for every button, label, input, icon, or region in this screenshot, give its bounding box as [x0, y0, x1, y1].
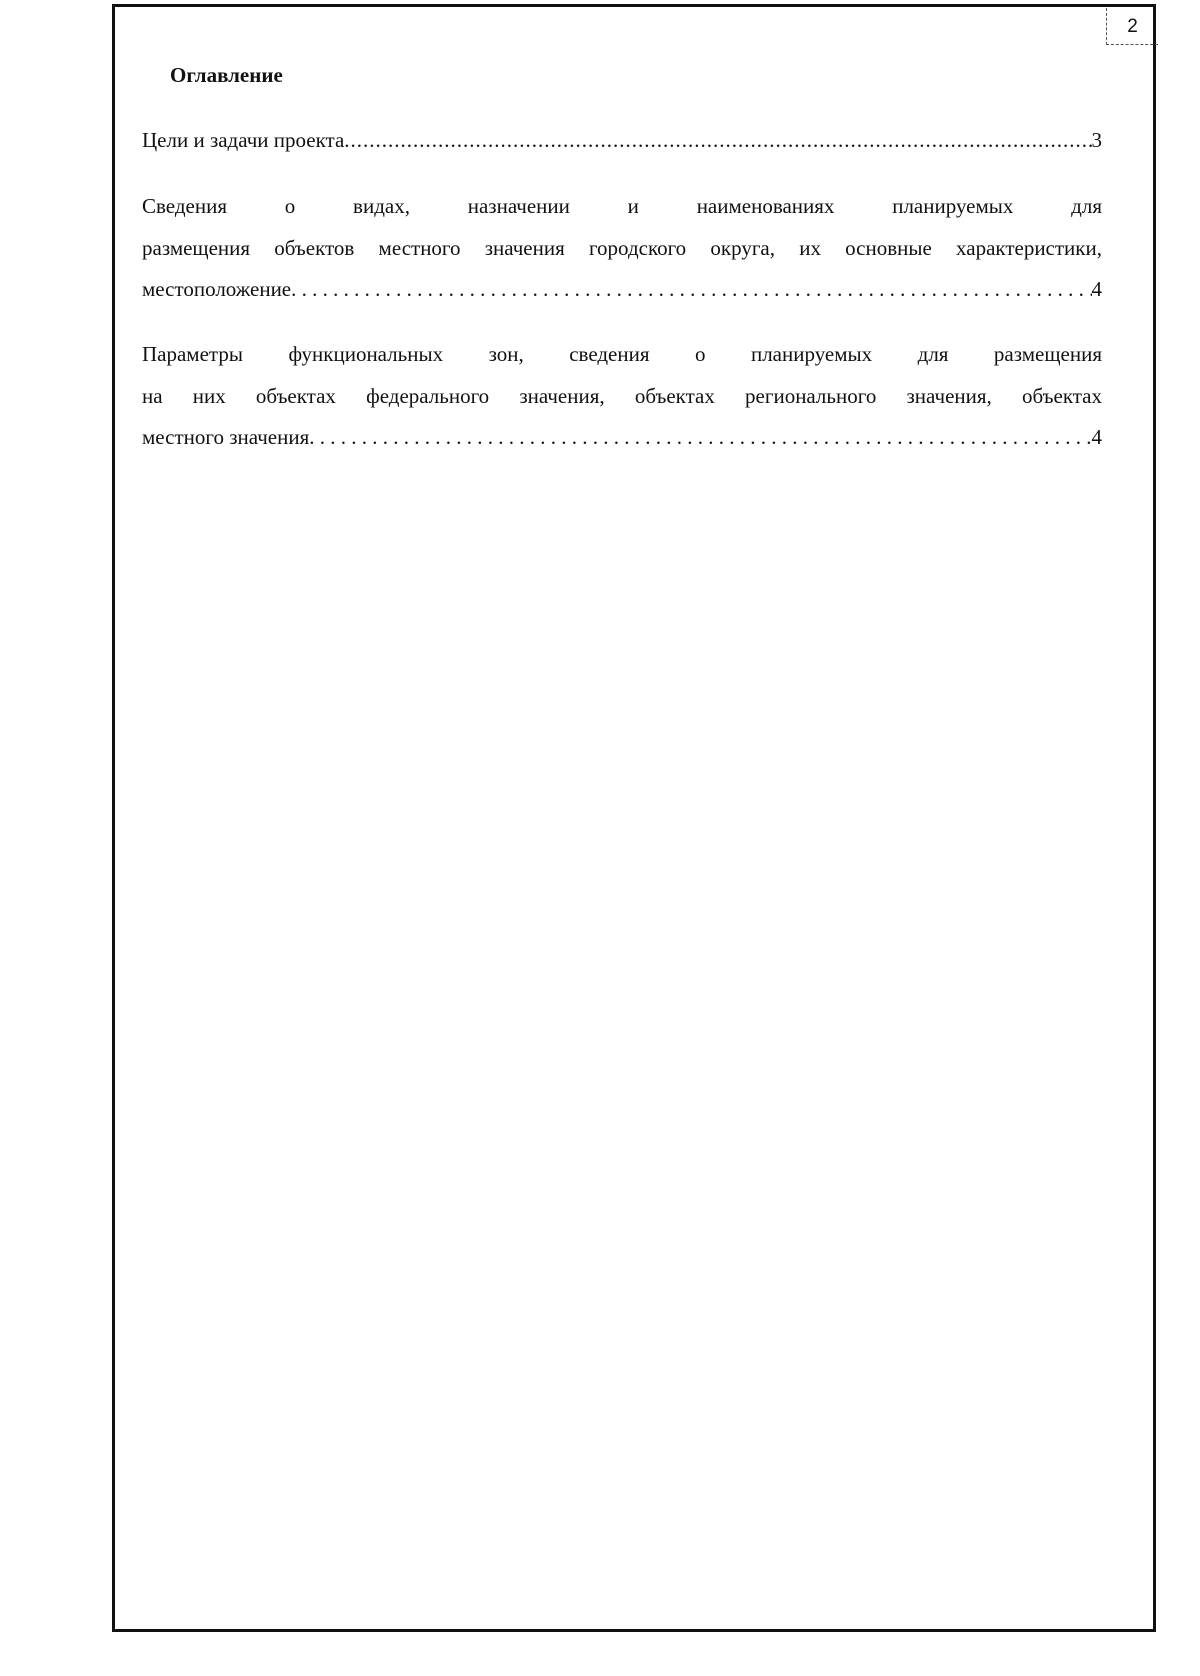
toc-leader-dots [344, 120, 1091, 162]
toc-entry-line: Параметры функциональных зон, сведения о планируемых для размещения [142, 342, 1102, 366]
toc-leader-dots [291, 269, 1091, 311]
toc-leader-dots [309, 417, 1091, 459]
toc-entry-line: размещения объектов местного значения городского округа, их основные характеристики, [142, 235, 1102, 260]
toc-title: Оглавление [170, 63, 283, 87]
toc-entry-text: местоположение [142, 277, 292, 301]
toc-entry-line: Сведения о видах, назначении и наименованиях планируемых для [142, 194, 1102, 218]
toc-entry-zone-parameters[interactable] [142, 334, 1102, 459]
toc-entry-objects-info[interactable] [142, 186, 1102, 311]
toc-entry-goals[interactable] [142, 120, 1102, 162]
toc-entry-text: Цели и задачи проекта [142, 128, 345, 152]
toc-entry-line: на них объектах федерального значения, объектах регионального значения, объектах [142, 383, 1102, 408]
toc-page-ref: 4 [1091, 277, 1102, 301]
toc-entry-line [142, 417, 1102, 459]
toc-page-ref: 3 [1091, 128, 1102, 152]
toc-entry-line [142, 269, 1102, 311]
page-number: 2 [1106, 8, 1158, 45]
toc-entry-text: местного значения [142, 425, 310, 449]
toc-entry-line [142, 120, 1102, 162]
toc-page-ref: 4 [1091, 425, 1102, 449]
